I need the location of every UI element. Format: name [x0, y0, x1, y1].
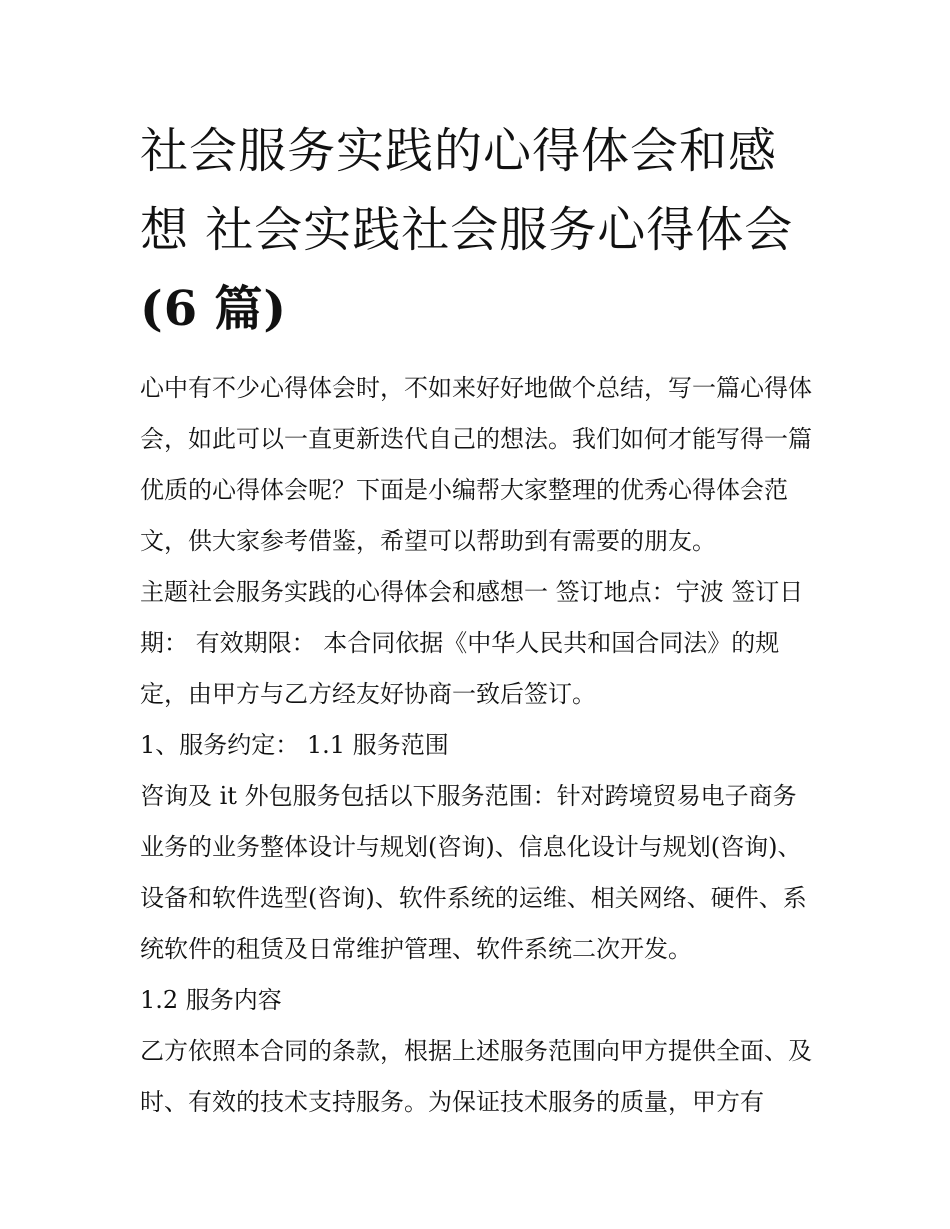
- title-line-1: 社会服务实践的心得体会和感: [140, 123, 778, 179]
- title-count: (6: [140, 281, 199, 337]
- title-line-3: 篇): [214, 281, 288, 337]
- paragraph-service-scope: 咨询及 it 外包服务包括以下服务范围：针对跨境贸易电子商务业务的业务整体设计与规划(咨询)、信息化设计与规划(咨询)、设备和软件选型(咨询)、软件系统的运维、相关网络、硬件、系统软件的租赁及日常维护管理、软件系统二次开发。: [140, 782, 807, 963]
- document-page: [140, 112, 820, 1128]
- paragraph-section-1: 1、服务约定： 1.1 服务范围: [140, 731, 449, 759]
- title-line-2: 想 社会实践社会服务心得体会: [140, 202, 794, 258]
- document-body: [140, 363, 820, 1128]
- paragraph-contract-info: 主题社会服务实践的心得体会和感想一 签订地点：宁波 签订日期： 有效期限： 本合同依据《中华人民共和国合同法》的规定，由甲方与乙方经友好协商一致后签订。: [140, 578, 804, 708]
- paragraph-service-content: 乙方依照本合同的条款，根据上述服务范围向甲方提供全面、及时、有效的技术支持服务。为保证技术服务的质量，甲方有: [140, 1037, 812, 1116]
- paragraph-intro: 心中有不少心得体会时，不如来好好地做个总结，写一篇心得体会，如此可以一直更新迭代自己的想法。我们如何才能写得一篇优质的心得体会呢？下面是小编帮大家整理的优秀心得体会范文，供大家参考借鉴，希望可以帮助到有需要的朋友。: [140, 374, 812, 555]
- paragraph-section-1-2: 1.2 服务内容: [140, 986, 282, 1014]
- document-title: [140, 112, 820, 349]
